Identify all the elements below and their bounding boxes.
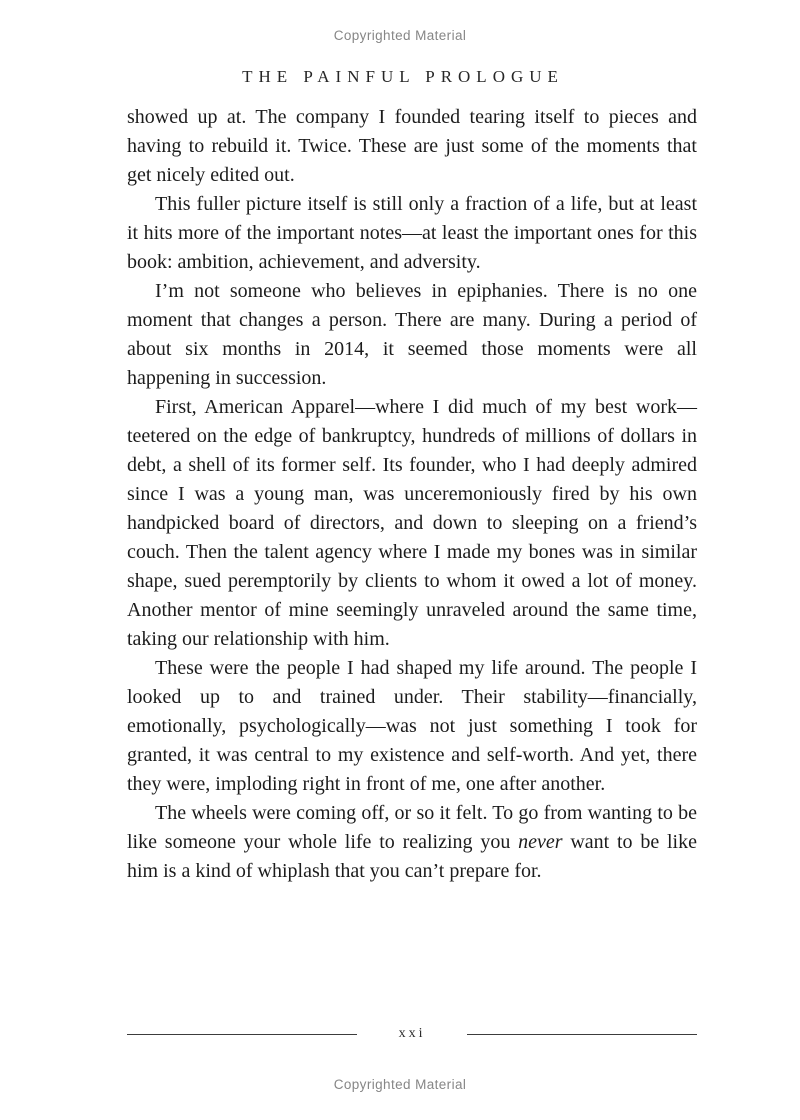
text-segment: I’m not someone who believes in epiphanies. There is no one moment that changes a person. There are many. During a period of about six months in 2014, it seemed those moments were all happening in succession. [127,280,697,389]
chapter-title: THE PAINFUL PROLOGUE [242,67,564,86]
copyright-notice-top: Copyrighted Material [333,28,467,43]
text-segment: showed up at. The company I founded tearing itself to pieces and having to rebuild it. Twice. These are just some of the moments that get nicely edited out. [127,106,697,186]
page-footer [127,1027,697,1041]
text-segment: This fuller picture itself is still only a fraction of a life, but at least it hits more of the important notes—at least the important ones for this book: ambition, achievement, and adversity. [127,193,697,273]
text-segment: The wheels were coming off, or so it felt. To go from wanting to be like someone your whole life to realizing you [127,802,697,853]
paragraph [127,799,697,886]
paragraph [127,277,697,393]
italic-text-segment: never [518,831,563,853]
page-number: xxi [398,1026,426,1041]
text-segment: These were the people I had shaped my life around. The people I looked up to and trained under. Their stability—financially, emotionally, psychologically—was not just something I took for granted, it was central to my existence and self-worth. And yet, there they were, imploding right in front of me, one after another. [127,657,697,795]
text-segment: want to be like him is a kind of whiplash that you can’t prepare for. [127,831,697,882]
copyright-notice-bottom: Copyrighted Material [333,1077,467,1092]
footer-rule-right [467,1034,697,1035]
paragraph [127,654,697,799]
paragraph [127,103,697,190]
paragraph [127,393,697,654]
body-text [127,103,697,886]
text-segment: First, American Apparel—where I did much of my best work—teetered on the edge of bankruptcy, hundreds of millions of dollars in debt, a shell of its former self. Its founder, who I had deeply admired since I was a young man, was unceremoniously fired by his own handpicked board of directors, and down to sleeping on a friend’s couch. Then the talent agency where I made my bones was in similar shape, sued peremptorily by clients to whom it owed a lot of money. Another mentor of mine seemingly unraveled around the same time, taking our relationship with him. [127,396,697,650]
paragraph [127,190,697,277]
footer-rule-left [127,1034,357,1035]
